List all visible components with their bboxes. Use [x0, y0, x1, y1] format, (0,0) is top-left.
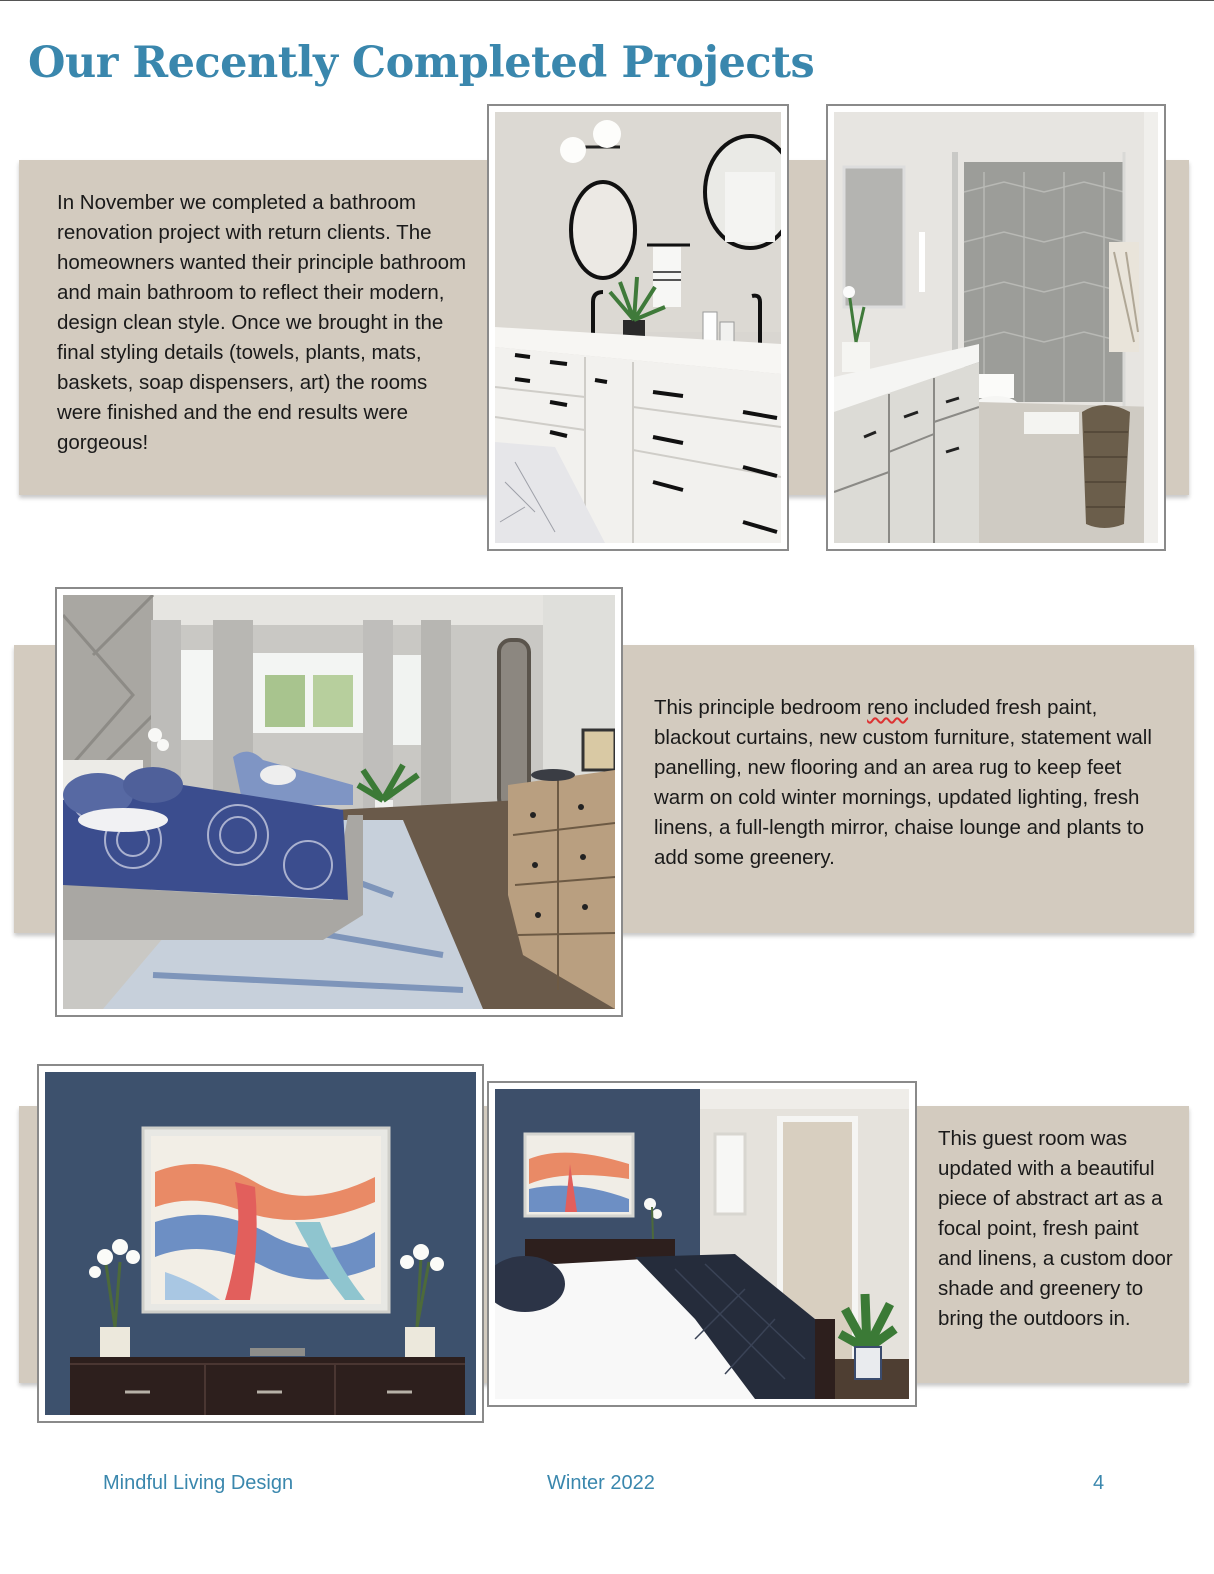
footer-issue: Winter 2022 — [547, 1472, 655, 1494]
bedroom-text-part-2: included fresh paint, blackout curtains, new custom furniture, statement wall panelling, new flooring and an area rug to keep feet warm on cold winter mornings, updated lighting, fresh linens, a full-length mirror, chaise lounge and plants to add some greenery. — [654, 696, 1152, 869]
page-title: Our Recently Completed Projects — [28, 38, 815, 88]
bedroom-text-part-1: This principle bedroom — [654, 696, 868, 719]
guest-room-bed-photo — [487, 1081, 917, 1407]
footer-company: Mindful Living Design — [103, 1472, 294, 1494]
bathroom-description: In November we completed a bathroom renovation project with return clients. The homeowners wanted their principle bathroom and main bathroom to reflect their modern, design clean style. Once we brought in the final styling details (towels, plants, mats, baskets, soap dispensers, art) the rooms were finished and the end results were gorgeous! — [57, 191, 467, 454]
bathroom-vanity-photo — [487, 104, 789, 551]
top-rule — [0, 0, 1214, 1]
bedroom-photo — [55, 587, 623, 1017]
bedroom-description — [654, 693, 1169, 873]
guest-room-description: This guest room was updated with a beautiful piece of abstract art as a focal point, fresh paint and linens, a custom door shade and greenery to bring the outdoors in. — [938, 1127, 1173, 1330]
guest-room-art-photo — [37, 1064, 484, 1423]
bedroom-text-flagged-word: reno — [867, 696, 909, 719]
footer-page-number: 4 — [1093, 1472, 1105, 1494]
bathroom-shower-photo — [826, 104, 1166, 551]
